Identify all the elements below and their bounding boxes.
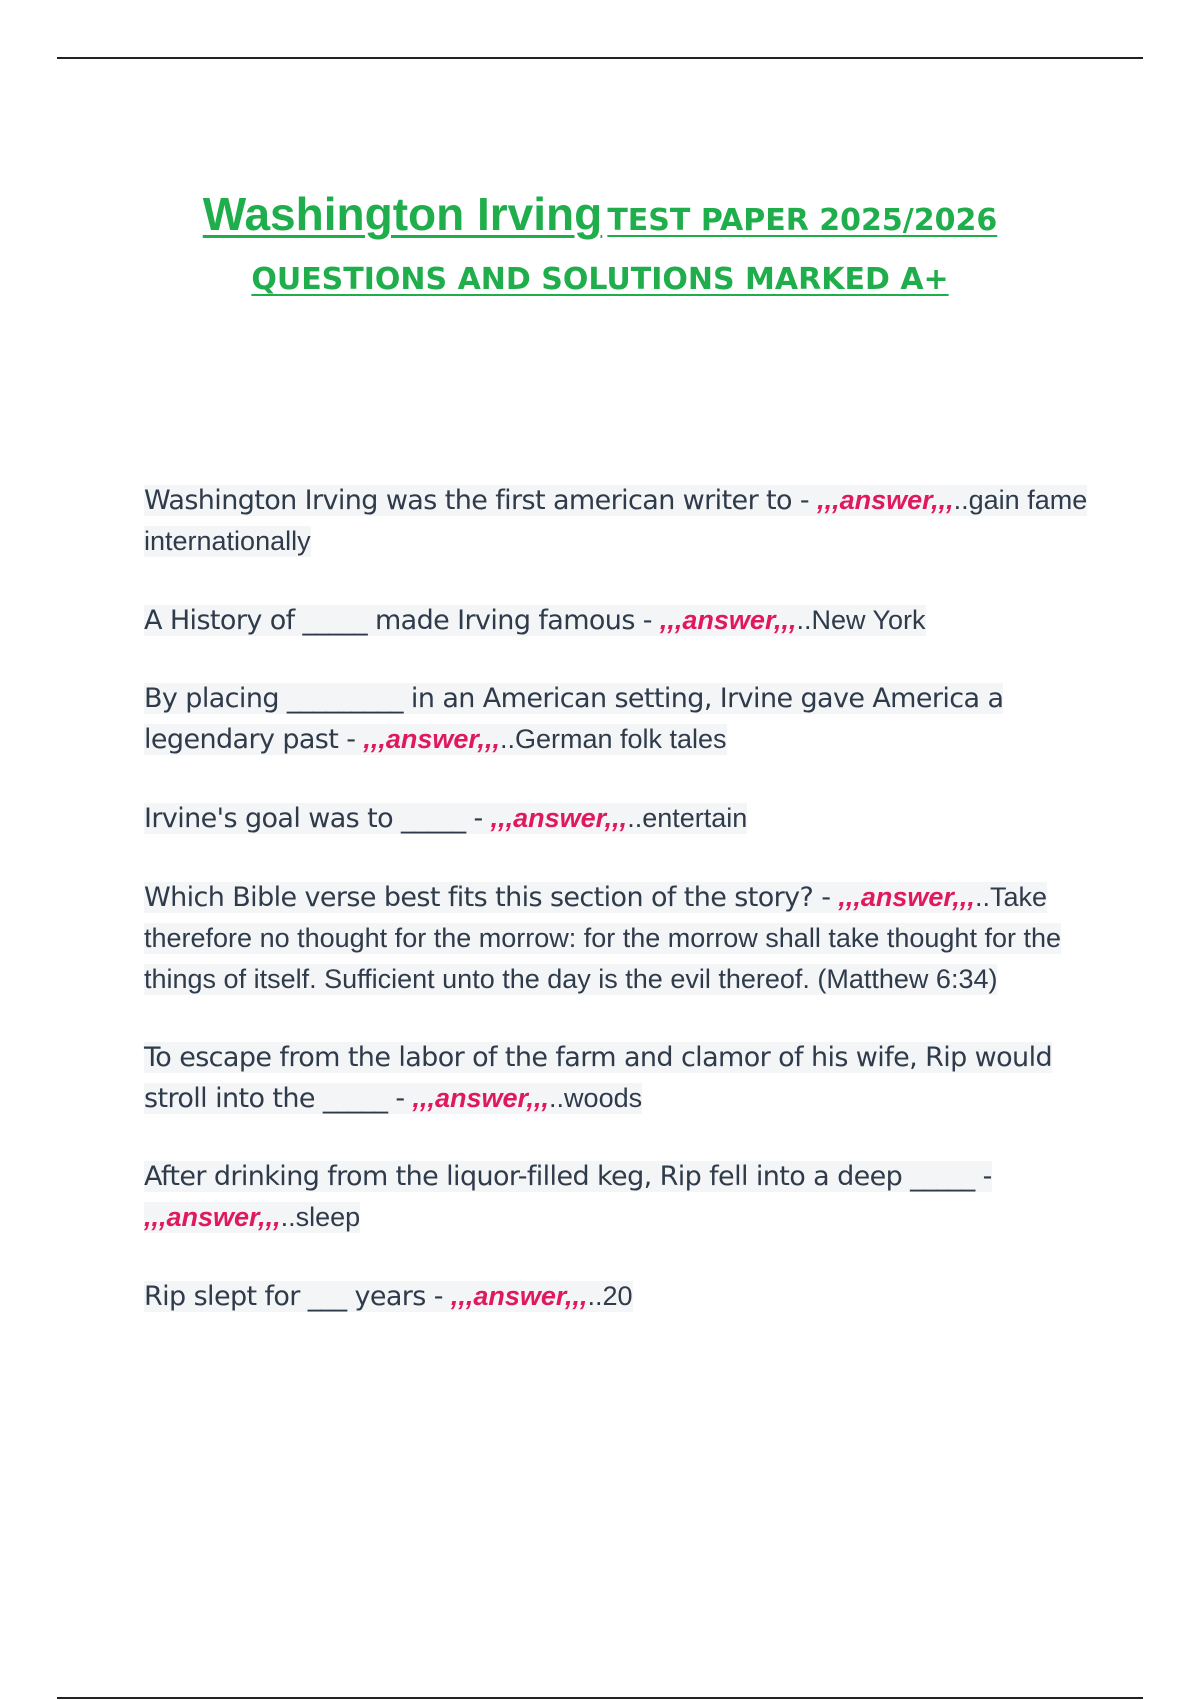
answer-tag: ,,,answer,,, (363, 724, 500, 754)
answer-tag: ,,,answer,,, (817, 485, 954, 515)
answer-tag: ,,,answer,,, (412, 1083, 550, 1113)
title-line-2: QUESTIONS AND SOLUTIONS MARKED A+ (251, 262, 949, 297)
qa-text (144, 683, 1003, 755)
answer-text: ..20 (587, 1281, 633, 1311)
qa-item (144, 1038, 1094, 1119)
qa-list (144, 480, 1094, 1355)
answer-text: ..Take therefore no thought for the morrow: for the morrow shall take thought for the things of itself. Sufficient unto the day is the evil thereof. (Matthew 6:34) (144, 882, 1061, 994)
qa-text (144, 803, 747, 834)
qa-text (144, 1042, 1052, 1114)
question-text: Irvine's goal was to _____ - (144, 803, 491, 834)
bottom-rule (57, 1697, 1143, 1699)
answer-text: ..German folk tales (499, 724, 727, 754)
qa-item (144, 480, 1094, 562)
qa-text (144, 1161, 992, 1233)
qa-text (144, 882, 1061, 995)
answer-tag: ,,,answer,,, (144, 1202, 281, 1232)
question-text: A History of _____ made Irving famous - (144, 605, 660, 636)
qa-text (144, 1281, 633, 1312)
answer-tag: ,,,answer,,, (659, 605, 797, 635)
qa-item (144, 798, 1094, 839)
title-main: Washington Irving (202, 188, 603, 240)
qa-item (144, 1157, 1094, 1238)
question-text: Which Bible verse best fits this section of the story? - (144, 882, 839, 913)
answer-text: ..woods (549, 1083, 643, 1113)
document-title (0, 184, 1200, 303)
qa-item (144, 1276, 1094, 1317)
qa-item (144, 877, 1094, 1000)
question-text: By placing _________ in an American setting, Irvine gave America a legendary past - (144, 683, 1004, 755)
title-subtitle: TEST PAPER 2025/2026 (607, 203, 998, 238)
title-line-1 (0, 184, 1200, 255)
qa-text (144, 485, 1087, 557)
question-text: To escape from the labor of the farm and clamor of his wife, Rip would stroll into the _____ - (144, 1042, 1053, 1114)
answer-tag: ,,,answer,,, (490, 803, 628, 833)
answer-text: ..gain fame internationally (144, 485, 1088, 556)
qa-text (144, 605, 926, 636)
answer-tag: ,,,answer,,, (838, 882, 975, 912)
qa-item (144, 600, 1094, 641)
question-text: Rip slept for ___ years - (144, 1281, 451, 1312)
answer-tag: ,,,answer,,, (450, 1281, 588, 1311)
top-rule (57, 57, 1143, 59)
answer-text: ..New York (796, 605, 926, 635)
question-text: After drinking from the liquor-filled keg, Rip fell into a deep _____ - (144, 1161, 992, 1192)
answer-text: ..sleep (280, 1202, 361, 1232)
answer-text: ..entertain (627, 803, 748, 833)
qa-item (144, 679, 1094, 760)
question-text: Washington Irving was the first american writer to - (144, 485, 818, 516)
